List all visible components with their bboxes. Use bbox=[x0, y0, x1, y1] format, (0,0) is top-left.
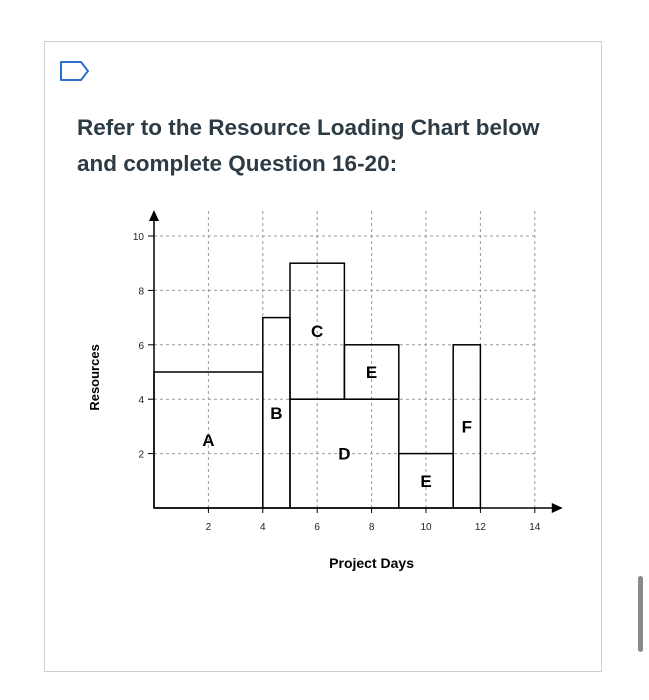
x-tick-label: 8 bbox=[368, 522, 375, 533]
block-label-d: D bbox=[338, 444, 351, 464]
block-label-a: A bbox=[202, 431, 215, 450]
block-label-b: B bbox=[270, 403, 283, 423]
x-axis-title: Project Days bbox=[329, 555, 415, 571]
x-tick-label: 4 bbox=[260, 522, 266, 533]
y-tick-label: 2 bbox=[138, 449, 144, 461]
x-tick-label: 10 bbox=[420, 522, 432, 533]
chart-labels bbox=[87, 232, 541, 571]
question-line-1: Refer to the Resource Loading Chart below bbox=[77, 115, 540, 140]
flag-question-icon[interactable] bbox=[59, 59, 91, 83]
y-tick-label: 8 bbox=[138, 286, 144, 298]
block-label-f: F bbox=[461, 417, 472, 437]
resource-loading-chart bbox=[81, 197, 581, 587]
y-axis-title: Resources bbox=[87, 344, 102, 411]
x-tick-label: 12 bbox=[474, 522, 486, 533]
x-tick-label: 14 bbox=[529, 522, 541, 533]
x-tick-label: 2 bbox=[205, 522, 212, 533]
x-axis-arrow bbox=[552, 503, 563, 513]
question-line-2: and complete Question 16-20: bbox=[77, 151, 398, 176]
y-tick-label: 4 bbox=[138, 395, 144, 407]
y-tick-label: 6 bbox=[138, 340, 144, 352]
scrollbar-thumb[interactable] bbox=[638, 576, 643, 652]
y-axis-arrow bbox=[149, 210, 159, 221]
block-label-e: E bbox=[420, 471, 432, 491]
block-label-c: C bbox=[311, 322, 324, 342]
chart-axes bbox=[148, 210, 563, 513]
block-label-e: E bbox=[365, 363, 378, 382]
y-tick-label: 10 bbox=[132, 232, 144, 243]
question-card bbox=[44, 41, 602, 672]
x-tick-label: 6 bbox=[314, 522, 320, 533]
question-text bbox=[77, 110, 577, 182]
